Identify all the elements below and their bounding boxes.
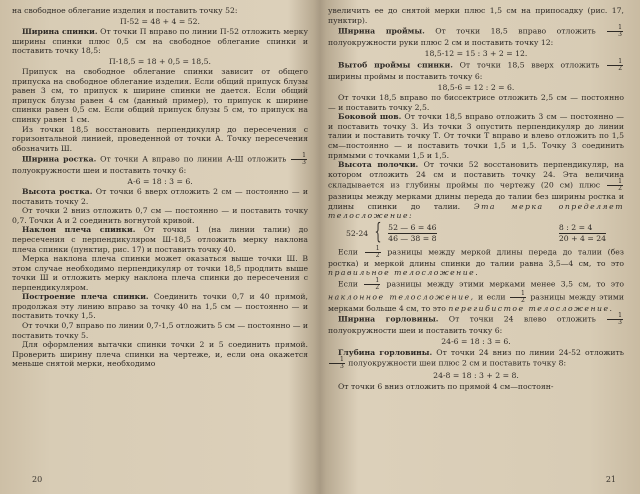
equation-block — [328, 221, 624, 246]
heading: Вытоб проймы спинки. — [338, 60, 453, 70]
fraction: $\frac{1}{3}$ — [291, 153, 307, 166]
paragraph: От точки 6 вниз отложить по прямой 4 см—постоян- — [338, 381, 554, 391]
fraction: $\frac{1}{2}$ — [365, 246, 381, 259]
heading: Ширина горловины. — [338, 314, 439, 324]
paragraph: Ширина проймы. От точки 18,5 вправо отложить $\frac{1}{3}$ полуокружности руки плюс 2 см и поставить точку 12: — [328, 24, 622, 48]
paragraph: Ширина спинки. От точки П вправо по линии П-52 отложить мерку ширины спинки плюс 0,5 см на свободное облегание спинки и поставить точку 18,5: — [12, 27, 308, 56]
paragraph: Высота полочки. От точки 52 восстановить перпендикуляр, на котором отложить 24 см и поставить точку 24. Эта величина складывается из глубины проймы по чертежу (20 см) плюс $\frac{1}{2}$ разницы между мерками длины переда до талии без ширины ростка и длины спинки до талии. Эта мерка определяет телосложение: — [328, 160, 624, 221]
page-number: 20 — [32, 475, 43, 484]
heading: Построение плеча спинки. — [22, 292, 149, 302]
fraction: $\frac{1}{3}$ — [607, 313, 623, 326]
paragraph: От точки 18,5 вправо по биссектрисе отложить 2,5 см — постоянно — и поставить точку 2,5. — [328, 93, 624, 112]
formula: А-6 = 18 : 3 = 6. — [127, 176, 193, 186]
paragraph: Высота ростка. От точки 6 вверх отложить 2 см — постоянно — и поставить точку 2. — [12, 187, 308, 206]
paragraph: Построение плеча спинки. Соединить точки 0,7 и 40 прямой, продолжая эту линию вправо за точку 40 на 1,5 см — постоянно — и поставить точку 1,5. — [12, 292, 308, 321]
formula: 18,5-6 = 12 : 2 = 6. — [437, 82, 515, 92]
paragraph: на свободное облегание изделия и поставить точку 52: — [12, 6, 238, 15]
formula: 24-6 = 18 : 3 = 6. — [441, 337, 511, 347]
formula: 18,5-12 = 15 : 3 + 2 = 12. — [424, 48, 528, 58]
paragraph: От точки 2 вниз отложить 0,7 см — постоянно — и поставить точку 0,7. Точки А и 2 соединить вогнутой кривой. — [12, 206, 308, 225]
heading: Боковой шов. — [338, 112, 402, 122]
paragraph: Боковой шов. От точки 18,5 вправо отложить 3 см — постоянно — и поставить точку 3. Из точки 3 опустить перпендикуляр до линии талии и поставить точку Т. От точки Т вправо и влево отложить по 1,5 см—постоянно — и поставить точки 1,5 и 1,5. Точку 3 соединить прямыми с точками 1,5 и 1,5. — [328, 112, 624, 160]
formula: П-52 = 48 + 4 = 52. — [120, 16, 200, 26]
equation-left: 52-24 { 52 — 6 = 46 46 — 38 = 8 — [346, 220, 437, 246]
heading: Глубина горловины. — [338, 347, 433, 357]
paragraph: Глубина горловины. От точки 24 вниз по линии 24-52 отложить $\frac{1}{3}$ полуокружности шеи плюс 2 см и поставить точку 8: — [328, 348, 624, 371]
paragraph: Вытоб проймы спинки. От точки 18,5 вверх отложить $\frac{1}{2}$ ширины проймы и поставить точку 6: — [328, 58, 623, 82]
paragraph: Мерка наклона плеча спинки может оказаться выше точки Ш. В этом случае необходимо перпендикуляр от точки 18,5 продлить выше точки Ш и отложить мерку наклона плеча спинки до пересечения с перпендикуляром. — [12, 254, 308, 292]
paragraph: Ширина ростка. От точки А вправо по линии А-Ш отложить $\frac{1}{3}$ полуокружности шеи и поставить точку 6: — [12, 152, 306, 176]
paragraph: Наклон плеча спинки. От точки 1 (на линии талии) до пересечения с перпендикуляром Ш-18,5 отложить мерку наклона плеча спинки (пунктир, рис. 17) и поставить точку 40. — [12, 225, 308, 254]
fraction: $\frac{1}{2}$ — [364, 278, 380, 291]
paragraph: Ширина горловины. От точки 24 влево отложить $\frac{1}{3}$ полуокружности шеи и поставить точку 6: — [328, 312, 622, 336]
paragraph: От точки 0,7 вправо по линии 0,7-1,5 отложить 5 см — постоянно — и поставить точку 5. — [12, 320, 308, 340]
page-number: 21 — [605, 475, 616, 484]
heading: Высота ростка. — [22, 187, 93, 197]
fraction: $\frac{1}{2}$ — [607, 179, 623, 192]
fraction: $\frac{1}{2}$ — [607, 59, 623, 72]
fraction: $\frac{1}{2}$ — [510, 291, 526, 304]
paragraph: Из точки 18,5 восстановить перпендикуляр до пересечения с горизонтальной линией, проведенной от точки А. Точку пересечения обозначить Ш. — [12, 124, 308, 153]
heading: Высота полочки. — [338, 160, 419, 170]
right-page-text — [328, 6, 624, 391]
left-page-text — [12, 6, 308, 369]
right-page — [328, 6, 624, 488]
left-page — [12, 6, 308, 488]
fraction: $\frac{1}{3}$ — [607, 25, 623, 38]
heading: Наклон плеча спинки. — [22, 225, 136, 235]
fraction: $\frac{1}{3}$ — [329, 357, 345, 370]
paragraph: Если $\frac{1}{2}$ разницы между этими мерками менее 3,5 см, то это наклонное телосложение, и если $\frac{1}{2}$ разницы между этими мерками больше 4 см, то это перегибистое телосложение. — [328, 276, 624, 313]
formula: 24-8 = 18 : 3 + 2 = 8. — [433, 371, 519, 381]
paragraph: Припуск на свободное облегание спинки зависит от общего припуска на свободное облегание изделия. Если общий припуск блузы равен 3 см, то припуск к ширине спинки не дается. Если общий припуск блузы равен 4 см (данный пример), то припуск к ширине спинки равен 0,5 см. Если общий припуск блузы 5 см, то припуск на спинку равен 1 см. — [12, 67, 308, 125]
heading: Ширина ростка. — [22, 154, 97, 164]
paragraph: Если $\frac{1}{2}$ разницы между меркой длины переда до талии (без ростка) и меркой длины спинки до талии равна 3,5—4 см, то это правильное телосложение. — [328, 244, 624, 278]
heading: Ширина проймы. — [338, 26, 425, 36]
formula: П-18,5 = 18 + 0,5 = 18,5. — [109, 56, 211, 66]
paragraph: Для оформления вытачки спинки точки 2 и 5 соединить прямой. Проверить ширину плеча спинки на чертеже, и, если она окажется меньше снятой мерки, необходимо — [12, 340, 308, 369]
paragraph: увеличить ее до снятой мерки плюс 1,5 см на припосадку (рис. 17, пунктир). — [328, 6, 624, 25]
heading: Ширина спинки. — [22, 27, 98, 37]
brace: { — [374, 220, 382, 246]
equation-right: 8 : 2 = 4 20 + 4 = 24 — [558, 222, 606, 243]
